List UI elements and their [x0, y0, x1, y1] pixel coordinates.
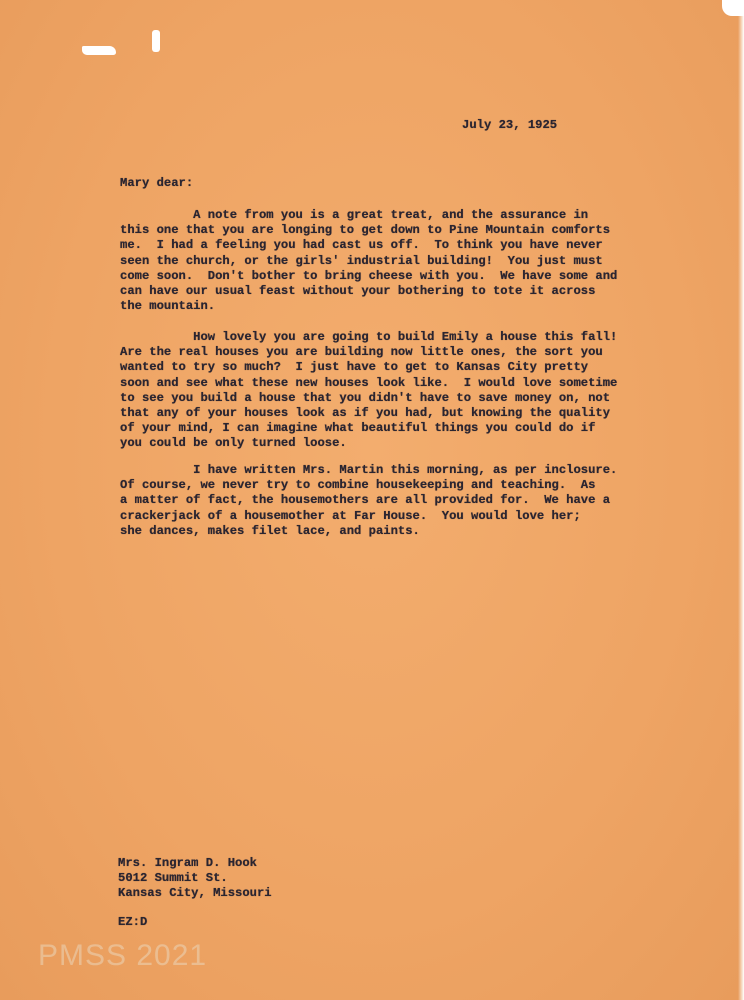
paragraph-2 [120, 330, 617, 452]
text-line: Of course, we never try to combine housekeeping and teaching. As [120, 478, 596, 493]
torn-paper-mark [82, 46, 116, 55]
text-line: me. I had a feeling you had cast us off. To think you have never [120, 238, 603, 253]
text-line: to see you build a house that you didn't have to save money on, not [120, 390, 611, 405]
address-line: 5012 Summit St. [118, 871, 228, 886]
text-line: you could be only turned loose. [120, 436, 347, 451]
text-line: Are the real houses you are building now little ones, the sort you [120, 345, 603, 360]
text-line: A note from you is a great treat, and the assurance in [120, 208, 589, 222]
recipient-address [118, 856, 272, 902]
address-line: Kansas City, Missouri [118, 886, 272, 901]
text-line: of your mind, I can imagine what beautiful things you could do if [120, 421, 596, 436]
paragraph-3 [120, 463, 617, 539]
text-line: crackerjack of a housemother at Far House. You would love her; [120, 508, 581, 523]
text-line: that any of your houses look as if you had, but knowing the quality [120, 405, 611, 420]
paragraph-1 [120, 208, 617, 314]
text-line: a matter of fact, the housemothers are all provided for. We have a [120, 493, 611, 508]
paper-edge [738, 0, 744, 1000]
text-line: can have our usual feast without your bothering to tote it across [120, 283, 596, 298]
text-line: I have written Mrs. Martin this morning, as per inclosure. [120, 463, 618, 477]
text-line: she dances, makes filet lace, and paints. [120, 523, 420, 538]
letter-date: July 23, 1925 [462, 118, 558, 132]
text-line: seen the church, or the girls' industrial building! You just must [120, 253, 603, 268]
salutation: Mary dear: [120, 176, 194, 190]
typist-initials: EZ:D [118, 915, 148, 929]
watermark: PMSS 2021 [38, 939, 208, 972]
torn-paper-mark [152, 30, 160, 52]
text-line: wanted to try so much? I just have to get to Kansas City pretty [120, 360, 589, 375]
text-line: soon and see what these new houses look like. I would love sometime [120, 375, 618, 390]
text-line: the mountain. [120, 299, 216, 314]
text-line: How lovely you are going to build Emily a house this fall! [120, 330, 618, 344]
text-line: come soon. Don't bother to bring cheese with you. We have some and [120, 268, 618, 283]
address-line: Mrs. Ingram D. Hook [118, 856, 257, 870]
text-line: this one that you are longing to get down to Pine Mountain comforts [120, 223, 611, 238]
